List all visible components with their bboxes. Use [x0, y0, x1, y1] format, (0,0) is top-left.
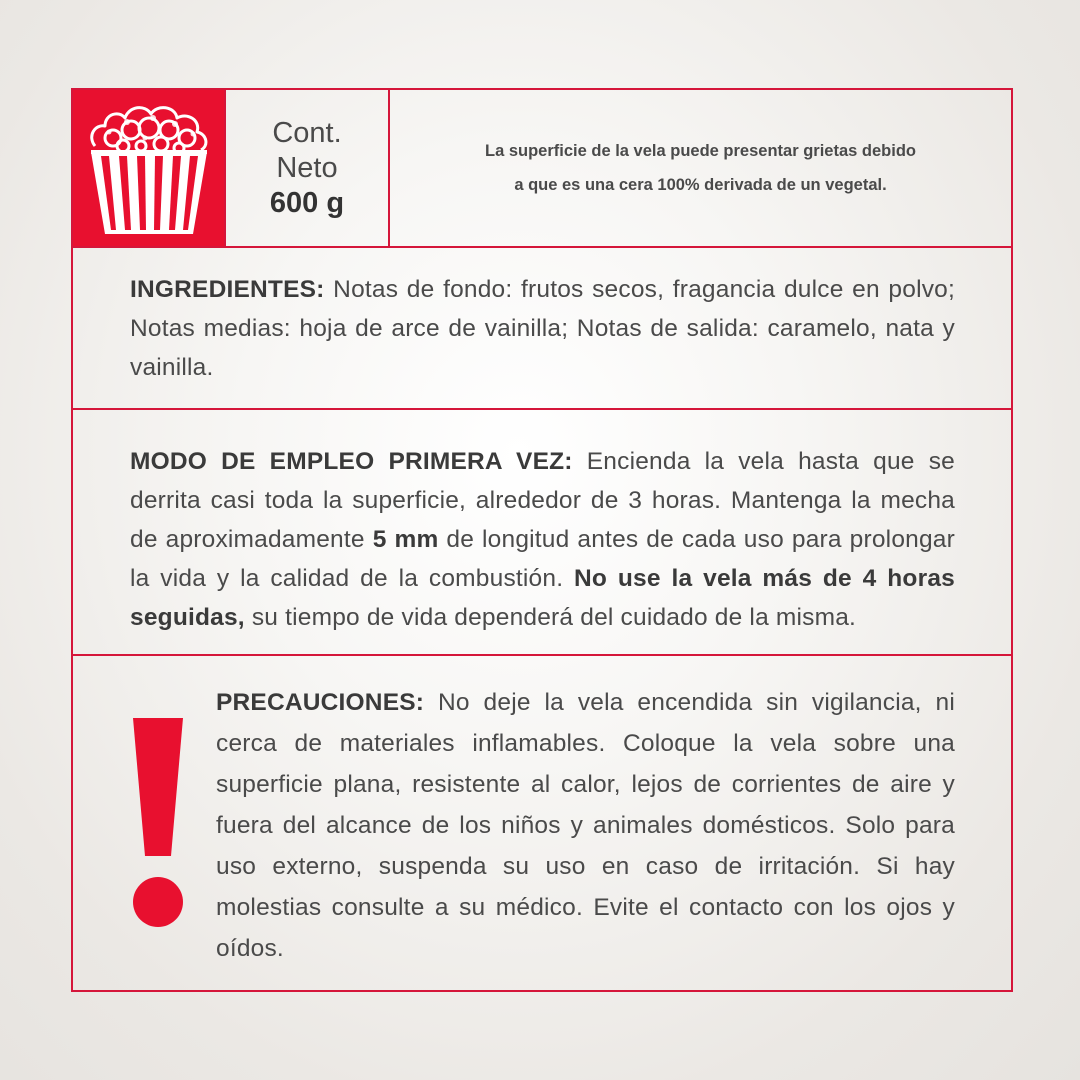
- precautions-text: No deje la vela encendida sin vigilancia, ni cerca de materiales inflamables. Coloque la vela sobre una superficie plana, resistente al calor, lejos de corrientes de aire y fuera del alcance de los niños y animales domésticos. Solo para uso externo, suspenda su uso en caso de irritación. Si hay molestias consulte a su médico. Evite el contacto con los ojos y oídos.: [216, 689, 955, 962]
- wax-note-cell: [390, 90, 1011, 246]
- exclamation-icon: [131, 718, 185, 928]
- wax-note-line2: a que es una cera 100% derivada de un vegetal.: [514, 176, 887, 194]
- usage-label: MODO DE EMPLEO PRIMERA VEZ:: [130, 448, 573, 475]
- ingredients-label: INGREDIENTES:: [130, 276, 325, 303]
- net-label-line2: Neto: [276, 151, 338, 184]
- precautions-label: PRECAUCIONES:: [216, 689, 425, 716]
- usage-text-1: Encienda la vela hasta que se derrita casi toda la superficie, alrededor de 3 horas. Mantenga la mecha de aproximadamente: [130, 448, 955, 553]
- ingredients-paragraph: [130, 270, 955, 387]
- ingredients-text: Notas de fondo: frutos secos, fragancia dulce en polvo; Notas medias: hoja de arce de vainilla; Notas de salida: caramelo, nata y vainilla.: [130, 276, 955, 381]
- usage-text-3: su tiempo de vida dependerá del cuidado de la misma.: [244, 604, 857, 631]
- net-weight: 600 g: [269, 186, 345, 219]
- header-row: [73, 90, 1011, 248]
- usage-text-2: de longitud antes de cada uso para prolongar la vida y la calidad de la combustión.: [130, 526, 955, 592]
- popcorn-bucket-icon: [83, 98, 215, 238]
- net-content-cell: [226, 90, 390, 246]
- label-frame: [71, 88, 1013, 992]
- ingredients-section: [73, 248, 1011, 410]
- wax-note-line1: La superficie de la vela puede presentar grietas debido: [485, 142, 916, 160]
- usage-warning: No use la vela más de 4 horas seguidas,: [130, 565, 955, 631]
- precautions-section: [73, 656, 1011, 990]
- net-label-line1: Cont.: [272, 116, 342, 149]
- precautions-paragraph: [216, 682, 955, 969]
- icon-cell: [73, 90, 226, 246]
- usage-paragraph: [130, 442, 955, 637]
- usage-section: [73, 410, 1011, 656]
- wick-length: 5 mm: [372, 526, 439, 553]
